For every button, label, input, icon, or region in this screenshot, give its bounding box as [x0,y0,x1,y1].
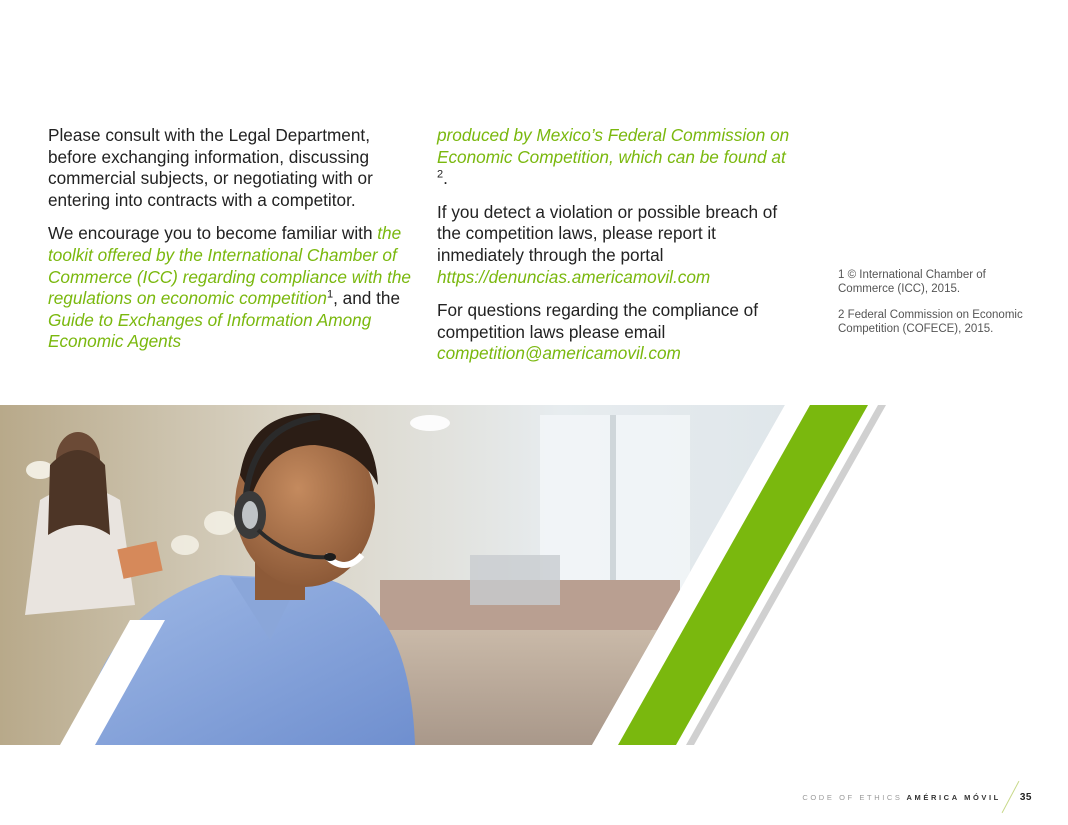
paragraph-report-violation [437,202,797,288]
guide-source-link[interactable]: produced by Mexico’s Federal Commission on Economic Competition, which can be found at [437,125,790,167]
text-column-left [48,125,420,365]
page-number: 35 [1019,791,1032,803]
competition-email-link[interactable]: competition@americamovil.com [437,343,681,364]
footer-company-name: AMÉRICA MÓVIL [906,792,1001,802]
report-violation-text: If you detect a violation or possible breach of the competition laws, please report it inmediately through the portal [437,201,778,265]
paragraph-legal-consult: Please consult with the Legal Department, before exchanging information, discussing commercial subjects, or negotiating with or entering into contracts with a competitor. [48,125,373,210]
footnote-2: 2 Federal Commission on Economic Competition (COFECE), 2015. [838,309,1023,335]
guide-exchanges-link[interactable]: Guide to Exchanges of Information Among Economic Agents [48,309,372,352]
text-column-right [437,125,797,377]
footer-divider [1001,781,1019,813]
footer-doc-title: CODE OF ETHICS [802,792,903,802]
paragraph-questions [437,300,797,365]
footnote-ref-2: 2 [437,168,444,181]
footnote-1: 1 © International Chamber of Commerce (ICC), 2015. [838,269,986,295]
questions-text: For questions regarding the compliance of competition laws please email [437,300,759,342]
guide-source-period: . [443,168,448,189]
footnote-ref-1: 1 [326,288,334,301]
footnotes [838,269,1028,349]
page-footer [802,787,1032,807]
icc-toolkit-link[interactable]: the toolkit offered by the International Chamber of Commerce (ICC) regarding compliance with the regulations on economic competition [48,223,411,309]
call-center-photo [0,405,1068,745]
paragraph-encourage-connector: , and the [333,288,401,309]
paragraph-encourage [48,223,420,353]
denuncias-portal-link[interactable]: https://denuncias.americamovil.com [437,266,711,287]
paragraph-encourage-text: We encourage you to become familiar with [48,223,378,244]
paragraph-guide-source [437,125,797,190]
photo-illustration [0,405,1068,745]
